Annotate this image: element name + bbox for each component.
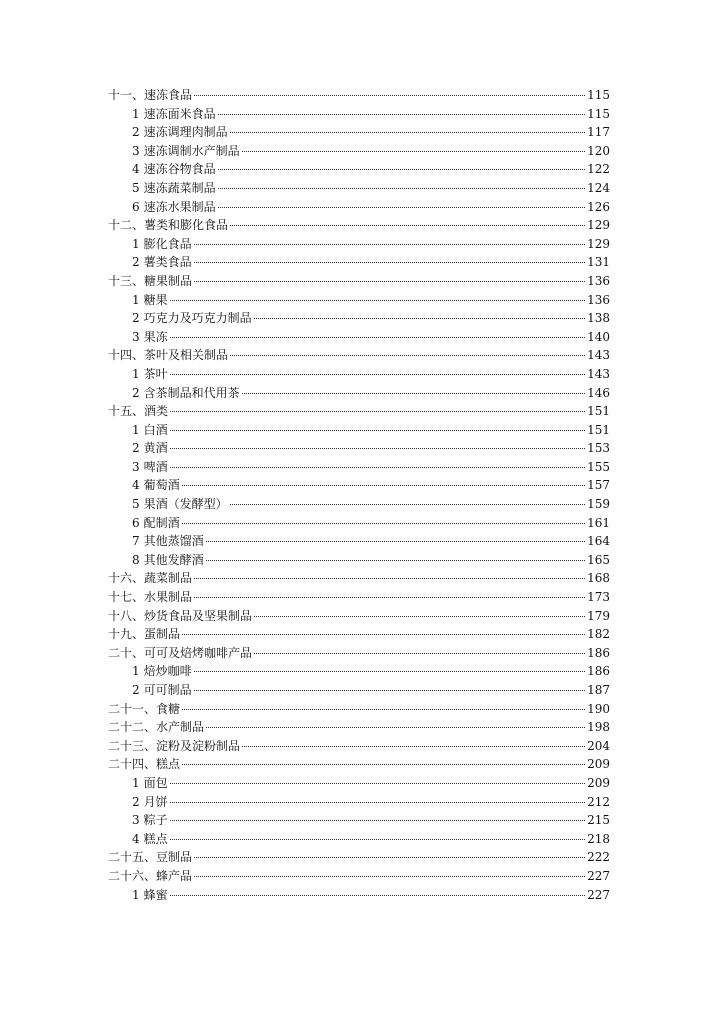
toc-entry-number: 2 — [132, 311, 140, 326]
toc-page-number: 129 — [587, 236, 610, 251]
toc-entry-title: 葡萄酒 — [143, 478, 180, 493]
dot-leader — [206, 541, 585, 542]
toc-entry-title: 膨化食品 — [143, 236, 192, 251]
toc-subentry[interactable] — [108, 439, 610, 458]
toc-page-number: 182 — [587, 627, 610, 642]
toc-entry-title: 二十二、水产制品 — [108, 720, 205, 735]
toc-page-number: 161 — [587, 515, 610, 530]
dot-leader — [194, 95, 585, 96]
toc-entry-title: 二十四、糕点 — [108, 757, 181, 772]
dot-leader — [230, 132, 585, 133]
toc-subentry[interactable] — [108, 681, 610, 700]
toc-page-number: 227 — [587, 868, 610, 883]
toc-entry-number: 3 — [132, 143, 140, 158]
toc-entry-number: 3 — [132, 459, 140, 474]
toc-entry-label — [132, 384, 240, 403]
toc-subentry[interactable] — [108, 291, 610, 310]
dot-leader — [218, 169, 585, 170]
toc-entry-label — [108, 588, 192, 607]
toc-entry-title: 速冻调理肉制品 — [143, 125, 228, 140]
toc-entry-title: 二十三、淀粉及淀粉制品 — [108, 738, 241, 753]
toc-page-number: 117 — [587, 125, 610, 140]
toc-entry-label — [108, 848, 192, 867]
toc-subentry[interactable] — [108, 253, 610, 272]
toc-entry-title: 十五、酒类 — [108, 404, 169, 419]
dot-leader — [170, 895, 585, 896]
toc-page-number: 115 — [587, 106, 610, 121]
toc-entry-label — [132, 198, 216, 217]
toc-entry-title: 面包 — [143, 775, 168, 790]
dot-leader — [194, 857, 585, 858]
toc-entry-title: 配制酒 — [143, 515, 180, 530]
toc-page-number: 129 — [587, 218, 610, 233]
toc-entry-label — [108, 718, 204, 737]
toc-entry-label — [132, 532, 204, 551]
toc-subentry[interactable] — [108, 198, 610, 217]
toc-entry-label — [108, 272, 192, 291]
toc-entry-label — [132, 328, 168, 347]
dot-leader — [218, 207, 585, 208]
dot-leader — [242, 746, 585, 747]
dot-leader — [194, 281, 585, 282]
toc-page-number: 136 — [587, 273, 610, 288]
toc-entry-label — [132, 291, 168, 310]
toc-page-number: 164 — [587, 534, 610, 549]
toc-entry-number: 1 — [132, 292, 140, 307]
toc-subentry[interactable] — [108, 532, 610, 551]
dot-leader — [254, 318, 585, 319]
toc-page-number: 143 — [587, 348, 610, 363]
toc-entry-title: 其他发酵酒 — [143, 552, 204, 567]
toc-subentry[interactable] — [108, 142, 610, 161]
toc-subentry[interactable] — [108, 793, 610, 812]
dot-leader — [182, 709, 585, 710]
toc-entry-title: 其他蒸馏酒 — [143, 534, 204, 549]
toc-subentry[interactable] — [108, 495, 610, 514]
toc-entry-title: 糖果 — [143, 292, 168, 307]
dot-leader — [206, 560, 585, 561]
toc-page-number: 222 — [587, 850, 610, 865]
toc-page-number: 168 — [587, 571, 610, 586]
toc-entry-label — [132, 365, 168, 384]
toc-entry[interactable] — [108, 867, 610, 886]
toc-page-number: 159 — [587, 497, 610, 512]
toc-subentry[interactable] — [108, 179, 610, 198]
toc-page-number: 204 — [587, 738, 610, 753]
toc-subentry[interactable] — [108, 662, 610, 681]
toc-page-number: 198 — [587, 720, 610, 735]
toc-entry-number: 2 — [132, 385, 140, 400]
dot-leader — [170, 374, 585, 375]
dot-leader — [194, 690, 585, 691]
toc-entry-label — [132, 179, 216, 198]
dot-leader — [170, 300, 585, 301]
toc-entry-label — [132, 476, 180, 495]
toc-entry-label — [132, 811, 168, 830]
toc-entry-title: 黄酒 — [143, 441, 168, 456]
toc-page-number: 212 — [587, 794, 610, 809]
toc-entry-title: 十四、茶叶及相关制品 — [108, 348, 229, 363]
toc-entry[interactable] — [108, 607, 610, 626]
toc-entry[interactable] — [108, 700, 610, 719]
toc-page-number: 173 — [587, 590, 610, 605]
toc-page-number: 187 — [587, 683, 610, 697]
toc-page-number: 136 — [587, 292, 610, 307]
dot-leader — [182, 485, 585, 486]
toc-entry-label — [132, 830, 168, 849]
toc-entry-title: 果冻 — [143, 329, 168, 344]
toc-entry-label — [132, 160, 216, 179]
toc-subentry[interactable] — [108, 514, 610, 533]
toc-entry-title: 十一、速冻食品 — [108, 88, 193, 102]
toc-entry-label — [132, 105, 216, 124]
toc-entry-number: 1 — [132, 664, 140, 679]
toc-entry-number: 5 — [132, 180, 140, 195]
toc-entry[interactable] — [108, 569, 610, 588]
toc-page-number: 122 — [587, 162, 610, 177]
toc-entry-label — [132, 123, 228, 142]
toc-subentry[interactable] — [108, 458, 610, 477]
toc-page-number: 115 — [587, 88, 610, 102]
toc-entry-label — [108, 216, 228, 235]
toc-entry-label — [132, 421, 168, 440]
toc-entry-title: 十六、蔬菜制品 — [108, 571, 193, 586]
toc-entry-number: 2 — [132, 125, 140, 140]
toc-entry-label — [108, 867, 192, 886]
toc-subentry[interactable] — [108, 384, 610, 403]
toc-subentry[interactable] — [108, 328, 610, 347]
toc-page-number: 227 — [587, 887, 610, 902]
toc-entry[interactable] — [108, 755, 610, 774]
toc-subentry[interactable] — [108, 830, 610, 849]
toc-subentry[interactable] — [108, 123, 610, 142]
toc-entry-title: 巧克力及巧克力制品 — [143, 311, 252, 326]
toc-entry-label — [108, 607, 252, 626]
toc-entry-label — [132, 309, 252, 328]
toc-entry-label — [132, 235, 192, 254]
toc-subentry[interactable] — [108, 160, 610, 179]
toc-entry-title: 十九、蛋制品 — [108, 627, 181, 642]
toc-entry-title: 薯类食品 — [143, 255, 192, 270]
toc-page-number: 209 — [587, 775, 610, 790]
toc-subentry[interactable] — [108, 811, 610, 830]
toc-page-number: 131 — [587, 255, 610, 270]
toc-entry-label — [108, 86, 192, 105]
toc-page-number: 157 — [587, 478, 610, 493]
dot-leader — [170, 411, 585, 412]
dot-leader — [194, 578, 585, 579]
dot-leader — [170, 467, 585, 468]
toc-entry-label — [132, 142, 240, 161]
toc-entry[interactable] — [108, 216, 610, 235]
toc-entry-number: 5 — [132, 497, 140, 512]
toc-entry-label — [132, 551, 204, 570]
toc-entry-label — [108, 625, 180, 644]
toc-entry-label — [108, 755, 180, 774]
toc-entry-title: 二十一、食糖 — [108, 701, 181, 716]
toc-entry-number: 2 — [132, 255, 140, 270]
toc-page-number: 124 — [587, 180, 610, 195]
toc-entry-label — [132, 439, 168, 458]
toc-entry-title: 十二、薯类和膨化食品 — [108, 218, 229, 233]
toc-page-number: 215 — [587, 813, 610, 828]
toc-entry-label — [132, 681, 192, 700]
dot-leader — [182, 764, 585, 765]
dot-leader — [170, 783, 585, 784]
toc-entry[interactable] — [108, 625, 610, 644]
toc-entry[interactable] — [108, 272, 610, 291]
toc-entry-title: 茶叶 — [143, 366, 168, 381]
toc-entry-number: 1 — [132, 775, 140, 790]
toc-entry-title: 十八、炒货食品及坚果制品 — [108, 608, 253, 623]
toc-subentry[interactable] — [108, 774, 610, 793]
toc-page-number: 120 — [587, 143, 610, 158]
toc-entry-title: 二十六、蜂产品 — [108, 868, 193, 883]
toc-entry-title: 糕点 — [143, 831, 168, 846]
toc-entry-label — [132, 662, 192, 681]
dot-leader — [254, 616, 585, 617]
toc-entry-label — [132, 793, 168, 812]
toc-entry-title: 十七、水果制品 — [108, 590, 193, 605]
toc-page-number: 153 — [587, 441, 610, 456]
toc-entry[interactable] — [108, 718, 610, 737]
toc-entry-title: 速冻面米食品 — [143, 106, 216, 121]
dot-leader — [194, 262, 585, 263]
dot-leader — [170, 448, 585, 449]
toc-entry-title: 粽子 — [143, 813, 168, 828]
toc-entry-title: 十三、糖果制品 — [108, 273, 193, 288]
toc-entry-title: 速冻调制水产制品 — [143, 143, 240, 158]
toc-entry-number: 4 — [132, 831, 140, 846]
toc-entry-label — [108, 644, 252, 663]
toc-entry[interactable] — [108, 346, 610, 365]
toc-entry-title: 果酒（发酵型） — [143, 497, 228, 512]
toc-subentry[interactable] — [108, 105, 610, 124]
toc-entry[interactable] — [108, 644, 610, 663]
toc-entry-number: 1 — [132, 236, 140, 251]
toc-page-number: 186 — [587, 645, 610, 660]
toc-subentry[interactable] — [108, 235, 610, 254]
toc-subentry[interactable] — [108, 551, 610, 570]
toc-entry-number: 1 — [132, 106, 140, 121]
toc-page-number: 179 — [587, 608, 610, 623]
toc-entry-title: 白酒 — [143, 422, 168, 437]
toc-page-number: 143 — [587, 366, 610, 381]
toc-entry-label — [132, 774, 168, 793]
toc-entry-label — [132, 886, 168, 905]
toc-entry-title: 蜂蜜 — [143, 887, 168, 902]
toc-entry-number: 4 — [132, 162, 140, 177]
dot-leader — [182, 634, 585, 635]
dot-leader — [242, 151, 585, 152]
table-of-contents — [108, 86, 610, 904]
toc-subentry[interactable] — [108, 365, 610, 384]
toc-entry[interactable] — [108, 588, 610, 607]
toc-entry-number: 3 — [132, 329, 140, 344]
toc-entry-number: 6 — [132, 199, 140, 214]
toc-entry[interactable] — [108, 737, 610, 756]
dot-leader — [242, 393, 585, 394]
toc-entry-label — [108, 569, 192, 588]
toc-entry-title: 速冻谷物食品 — [143, 162, 216, 177]
dot-leader — [182, 523, 585, 524]
toc-entry-number: 2 — [132, 683, 140, 697]
toc-entry-label — [108, 402, 168, 421]
dot-leader — [194, 876, 585, 877]
toc-entry-title: 含茶制品和代用茶 — [143, 385, 240, 400]
toc-page-number: 126 — [587, 199, 610, 214]
toc-entry-number: 6 — [132, 515, 140, 530]
toc-page-number: 209 — [587, 757, 610, 772]
toc-subentry[interactable] — [108, 886, 610, 905]
toc-page-number: 138 — [587, 311, 610, 326]
toc-entry-label — [108, 346, 228, 365]
toc-page-number: 151 — [587, 422, 610, 437]
toc-entry-label — [132, 514, 180, 533]
toc-entry[interactable] — [108, 848, 610, 867]
toc-entry-title: 月饼 — [143, 794, 168, 809]
dot-leader — [254, 653, 585, 654]
dot-leader — [218, 114, 585, 115]
toc-entry-title: 可可制品 — [143, 683, 192, 697]
dot-leader — [230, 504, 585, 505]
toc-entry-title: 啤酒 — [143, 459, 168, 474]
toc-entry[interactable] — [108, 402, 610, 421]
dot-leader — [194, 597, 585, 598]
toc-entry-number: 4 — [132, 478, 140, 493]
toc-entry-label — [132, 495, 228, 514]
toc-entry-number: 2 — [132, 794, 140, 809]
toc-entry-label — [132, 458, 168, 477]
toc-page-number: 186 — [587, 664, 610, 679]
toc-page-number: 146 — [587, 385, 610, 400]
toc-subentry[interactable] — [108, 476, 610, 495]
toc-page-number: 140 — [587, 329, 610, 344]
dot-leader — [230, 355, 585, 356]
dot-leader — [194, 244, 585, 245]
dot-leader — [170, 802, 585, 803]
toc-entry-number: 3 — [132, 813, 140, 828]
toc-page-number: 165 — [587, 552, 610, 567]
toc-entry-number: 1 — [132, 422, 140, 437]
dot-leader — [170, 337, 585, 338]
toc-page-number: 151 — [587, 404, 610, 419]
toc-subentry[interactable] — [108, 309, 610, 328]
dot-leader — [218, 188, 585, 189]
toc-entry-title: 二十、可可及焙烤咖啡产品 — [108, 645, 253, 660]
dot-leader — [170, 820, 585, 821]
dot-leader — [194, 671, 585, 672]
toc-entry-title: 焙炒咖啡 — [143, 664, 192, 679]
toc-entry-label — [132, 253, 192, 272]
toc-page-number: 190 — [587, 701, 610, 716]
toc-entry-title: 速冻蔬菜制品 — [143, 180, 216, 195]
toc-entry-label — [108, 700, 180, 719]
toc-page-number: 218 — [587, 831, 610, 846]
toc-entry[interactable] — [108, 86, 610, 105]
dot-leader — [170, 430, 585, 431]
dot-leader — [230, 225, 585, 226]
dot-leader — [170, 839, 585, 840]
toc-entry-number: 2 — [132, 441, 140, 456]
toc-entry-title: 二十五、豆制品 — [108, 850, 193, 865]
toc-entry-label — [108, 737, 240, 756]
toc-subentry[interactable] — [108, 421, 610, 440]
toc-entry-number: 8 — [132, 552, 140, 567]
toc-entry-number: 1 — [132, 366, 140, 381]
toc-entry-number: 1 — [132, 887, 140, 902]
dot-leader — [206, 727, 585, 728]
toc-entry-number: 7 — [132, 534, 140, 549]
toc-entry-title: 速冻水果制品 — [143, 199, 216, 214]
toc-page-number: 155 — [587, 459, 610, 474]
